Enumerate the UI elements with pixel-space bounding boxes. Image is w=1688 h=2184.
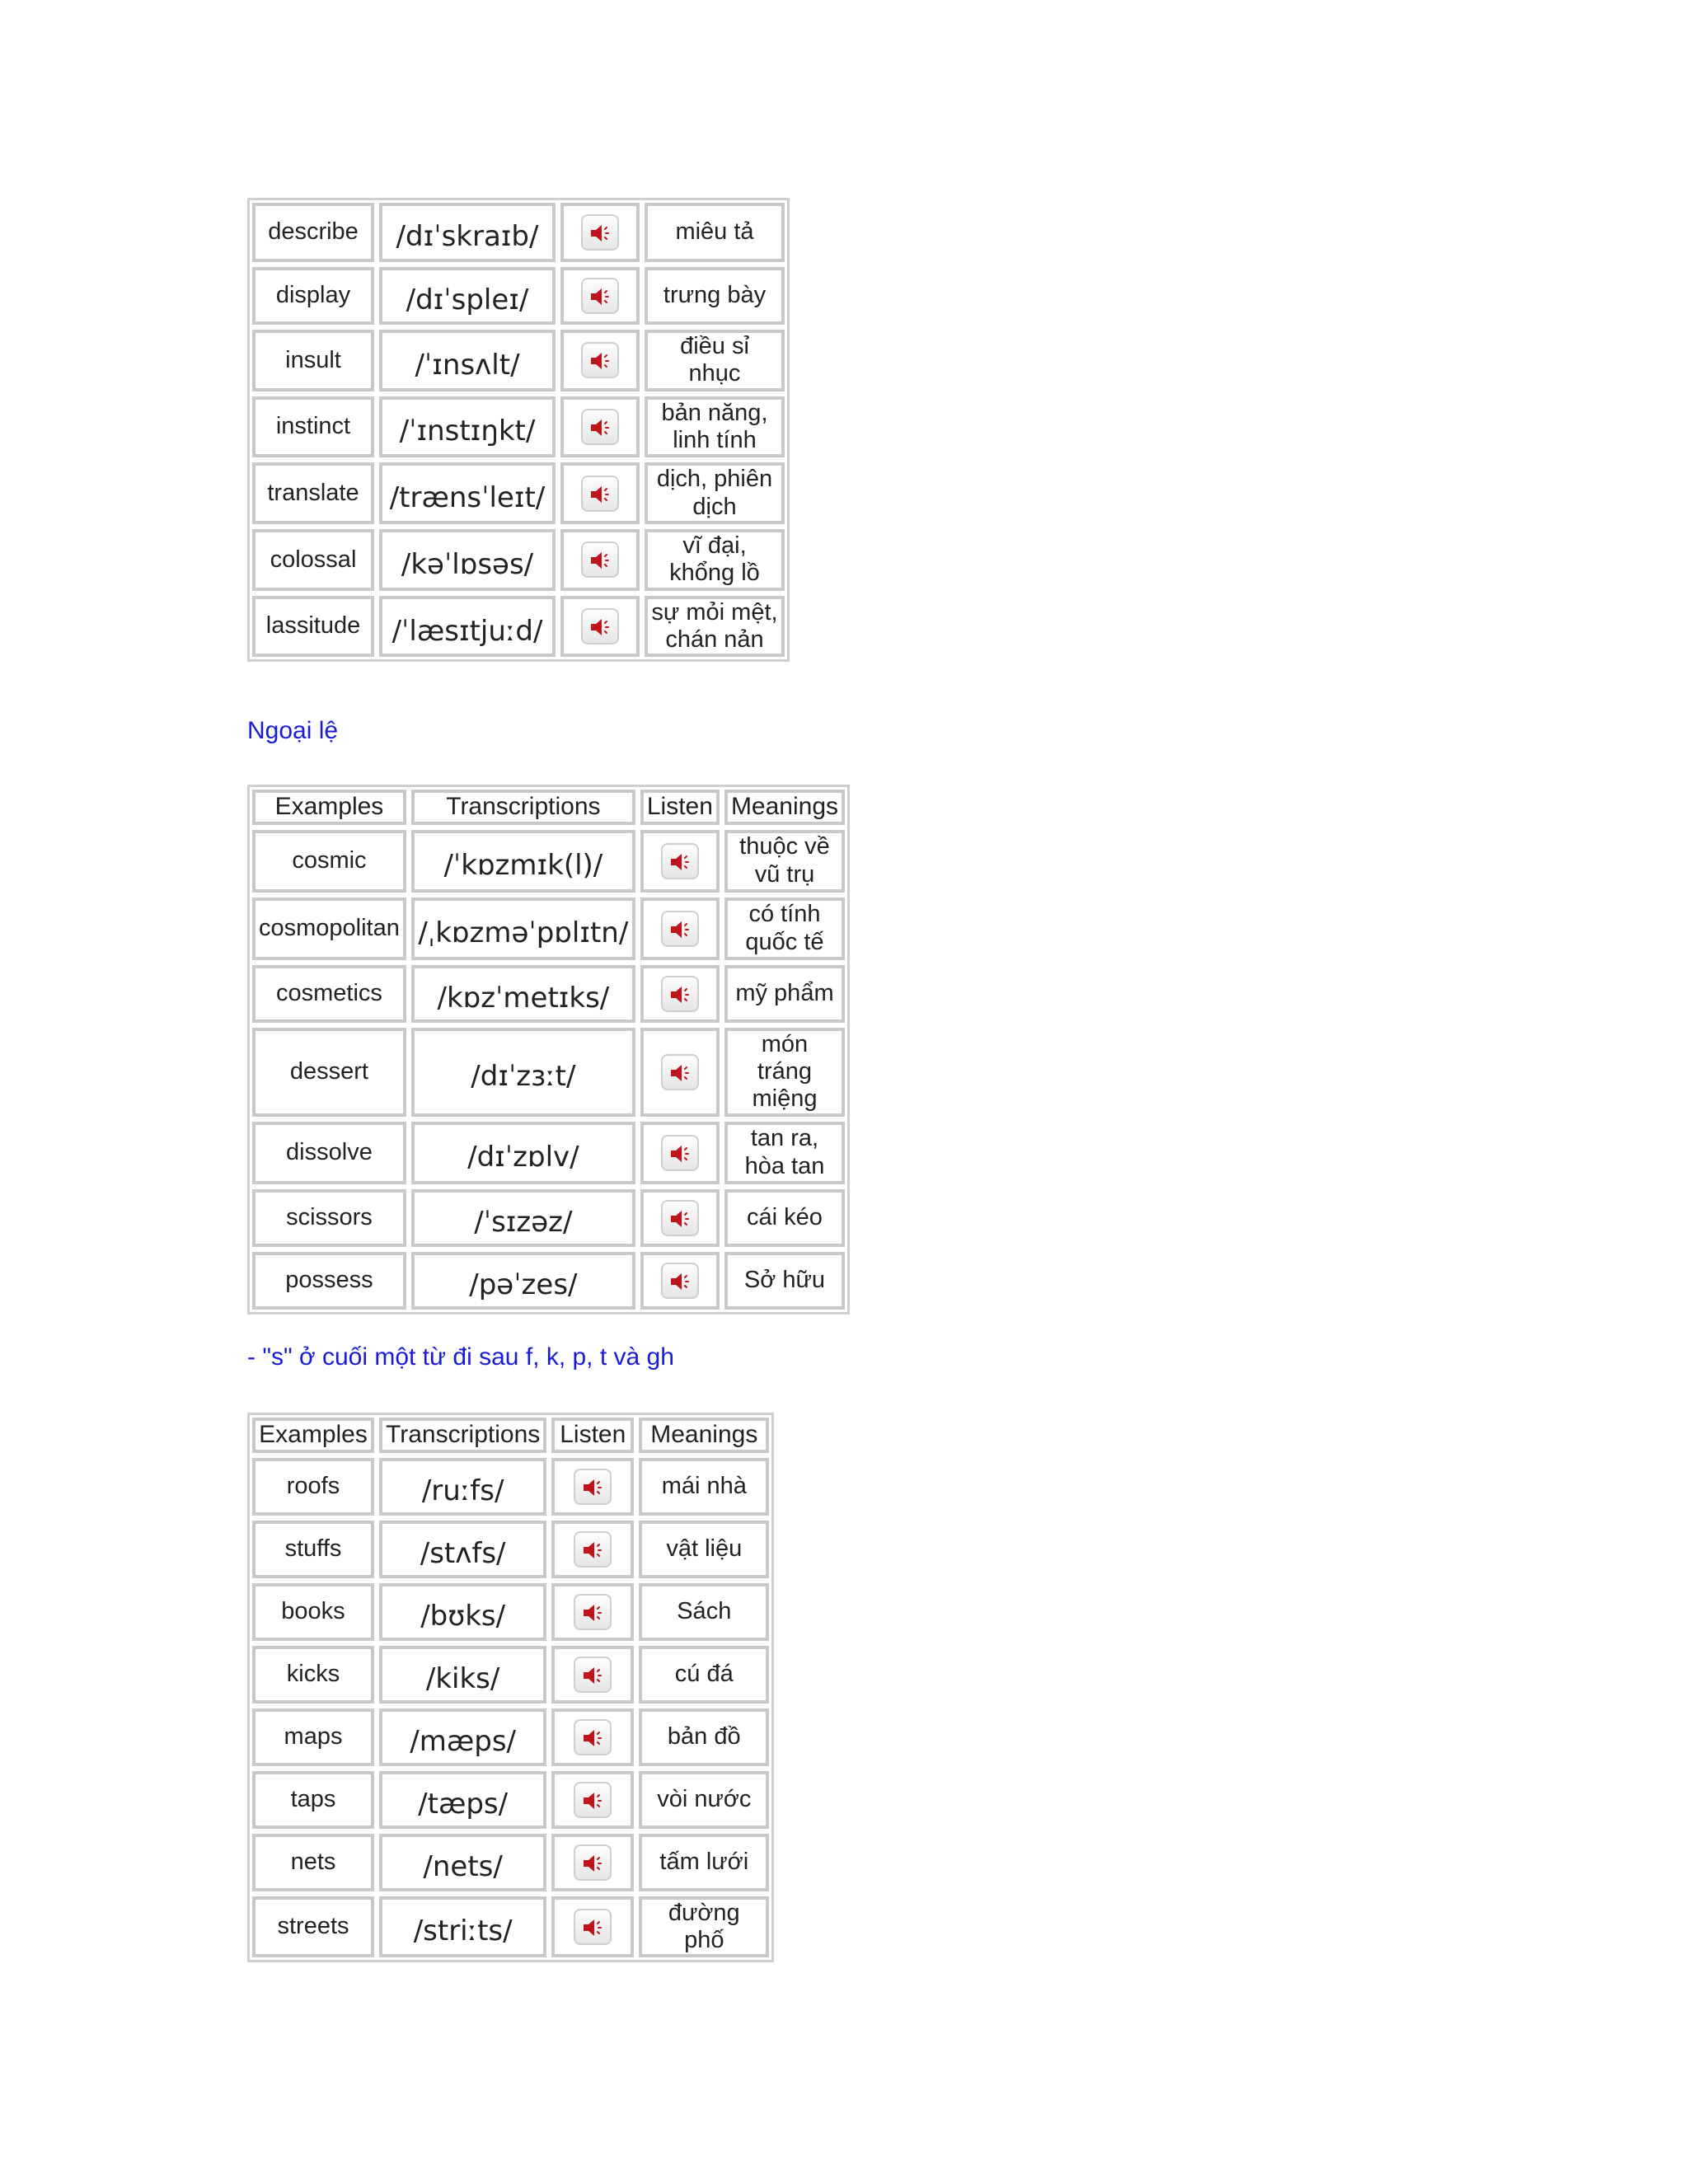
table-row [252,267,785,325]
transcription: /ˈɪnstɪŋkt/ [379,396,556,458]
transcription: /dɪˈskraɪb/ [379,203,556,262]
table-row [252,1646,769,1704]
meaning: cái kéo [724,1189,845,1247]
header-meanings: Meanings [639,1418,769,1453]
example-word: display [252,267,374,325]
meaning: mái nhà [639,1458,769,1516]
meaning: vòi nước [639,1771,769,1829]
listen-cell [560,462,640,524]
transcription: /dɪˈspleɪ/ [379,267,556,325]
transcription: /ˈɪnsʌlt/ [379,330,556,391]
transcription: /trænsˈleɪt/ [379,462,556,524]
meaning: vĩ đại, khổng lồ [645,529,785,591]
table-row [252,330,785,391]
example-word: colossal [252,529,374,591]
example-word: roofs [252,1458,374,1516]
example-word: insult [252,330,374,391]
listen-cell [560,396,640,458]
meaning: dịch, phiên dịch [645,462,785,524]
meaning: tan ra, hòa tan [724,1122,845,1184]
listen-button[interactable] [574,1657,612,1693]
table-row [252,1028,845,1117]
table-row [252,1896,769,1958]
example-word: scissors [252,1189,406,1247]
listen-button[interactable] [581,342,619,378]
transcription: /ruːfs/ [379,1458,546,1516]
listen-cell [560,203,640,262]
example-word: kicks [252,1646,374,1704]
meaning: trưng bày [645,267,785,325]
table-row [252,203,785,262]
listen-button[interactable] [661,1263,699,1299]
listen-button[interactable] [574,1782,612,1818]
listen-button[interactable] [581,608,619,644]
header-listen: Listen [551,1418,634,1453]
table-row [252,529,785,591]
listen-button[interactable] [581,409,619,445]
example-word: maps [252,1708,374,1766]
listen-button[interactable] [661,843,699,879]
listen-cell [640,965,720,1023]
meaning: sự mỏi mệt, chán nản [645,596,785,658]
header-transcriptions: Transcriptions [411,790,635,825]
table-row [252,396,785,458]
listen-cell [560,267,640,325]
example-word: cosmetics [252,965,406,1023]
example-word: instinct [252,396,374,458]
table-row [252,1252,845,1310]
table-header-row [252,790,845,825]
meaning: bản đồ [639,1708,769,1766]
transcription: /nets/ [379,1834,546,1891]
transcription: /ˈkɒzmɪk(l)/ [411,830,635,893]
meaning: thuộc về vũ trụ [724,830,845,893]
table-row [252,1834,769,1891]
meaning: điều sỉ nhục [645,330,785,391]
table-row [252,1771,769,1829]
listen-cell [640,1189,720,1247]
example-word: describe [252,203,374,262]
transcription: /striːts/ [379,1896,546,1958]
example-word: taps [252,1771,374,1829]
transcription: /mæps/ [379,1708,546,1766]
listen-cell [560,596,640,658]
meaning: miêu tả [645,203,785,262]
example-word: possess [252,1252,406,1310]
transcription: /pəˈzes/ [411,1252,635,1310]
listen-cell [551,1708,634,1766]
listen-button[interactable] [661,1135,699,1171]
listen-cell [640,1028,720,1117]
table-row [252,965,845,1023]
transcription: /stʌfs/ [379,1521,546,1578]
transcription: /tæps/ [379,1771,546,1829]
example-word: nets [252,1834,374,1891]
header-meanings: Meanings [724,790,845,825]
header-examples: Examples [252,1418,374,1453]
listen-button[interactable] [574,1844,612,1881]
transcription: /ˌkɒzməˈpɒlɪtn/ [411,898,635,960]
example-word: translate [252,462,374,524]
vocab-table-1 [247,198,790,662]
listen-button[interactable] [661,1200,699,1236]
listen-button[interactable] [661,976,699,1012]
example-word: lassitude [252,596,374,658]
transcription: /dɪˈzɜːt/ [411,1028,635,1117]
listen-button[interactable] [574,1469,612,1505]
vocab-table-2 [247,785,850,1315]
transcription: /dɪˈzɒlv/ [411,1122,635,1184]
transcription: /kiks/ [379,1646,546,1704]
meaning: có tính quốc tế [724,898,845,960]
table-row [252,1583,769,1641]
listen-button[interactable] [574,1531,612,1568]
listen-cell [551,1646,634,1704]
transcription: /ˈsɪzəz/ [411,1189,635,1247]
example-word: dissolve [252,1122,406,1184]
listen-button[interactable] [574,1719,612,1755]
listen-cell [551,1458,634,1516]
header-listen: Listen [640,790,720,825]
listen-cell [640,1252,720,1310]
transcription: /kɒzˈmetɪks/ [411,965,635,1023]
listen-cell [551,1583,634,1641]
header-examples: Examples [252,790,406,825]
heading-s-rule: - "s" ở cuối một từ đi sau f, k, p, t và gh [247,1343,674,1371]
example-word: streets [252,1896,374,1958]
example-word: cosmopolitan [252,898,406,960]
listen-cell [551,1521,634,1578]
listen-button[interactable] [574,1909,612,1945]
example-word: cosmic [252,830,406,893]
listen-button[interactable] [574,1594,612,1630]
listen-button[interactable] [581,541,619,578]
table-row [252,898,845,960]
listen-cell [560,529,640,591]
table-row [252,462,785,524]
listen-button[interactable] [581,214,619,251]
listen-button[interactable] [661,911,699,947]
table-row [252,830,845,893]
table-header-row [252,1418,769,1453]
transcription: /bʊks/ [379,1583,546,1641]
meaning: cú đá [639,1646,769,1704]
example-word: dessert [252,1028,406,1117]
listen-cell [551,1896,634,1958]
listen-cell [551,1834,634,1891]
listen-cell [640,1122,720,1184]
table-row [252,596,785,658]
meaning: bản năng, linh tính [645,396,785,458]
meaning: món tráng miệng [724,1028,845,1117]
listen-button[interactable] [581,278,619,314]
table-row [252,1708,769,1766]
table-row [252,1521,769,1578]
example-word: books [252,1583,374,1641]
table-row [252,1122,845,1184]
meaning: đường phố [639,1896,769,1958]
meaning: tấm lưới [639,1834,769,1891]
meaning: Sở hữu [724,1252,845,1310]
meaning: mỹ phẩm [724,965,845,1023]
listen-cell [560,330,640,391]
meaning: vật liệu [639,1521,769,1578]
table-row [252,1458,769,1516]
vocab-table-3 [247,1413,774,1962]
listen-cell [640,830,720,893]
listen-button[interactable] [661,1054,699,1090]
table-row [252,1189,845,1247]
listen-button[interactable] [581,476,619,512]
example-word: stuffs [252,1521,374,1578]
transcription: /ˈlæsɪtjuːd/ [379,596,556,658]
listen-cell [640,898,720,960]
heading-exceptions: Ngoại lệ [247,717,339,744]
header-transcriptions: Transcriptions [379,1418,546,1453]
meaning: Sách [639,1583,769,1641]
transcription: /kəˈlɒsəs/ [379,529,556,591]
listen-cell [551,1771,634,1829]
